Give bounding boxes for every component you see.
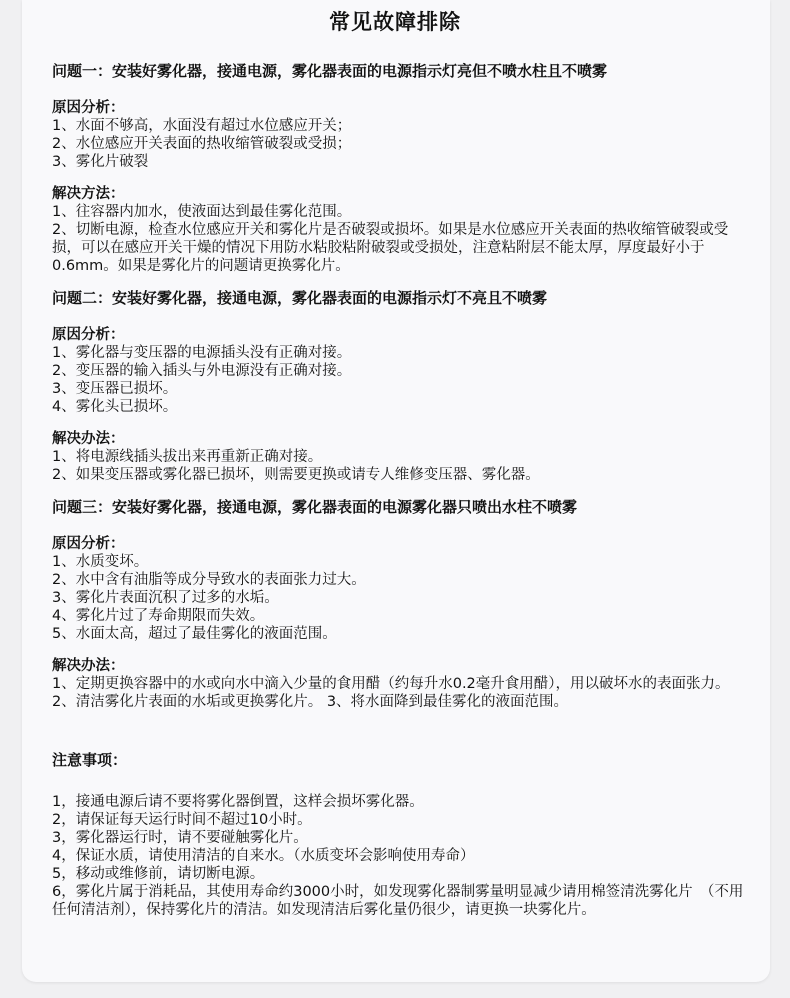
problem-2-cause: 2、变压器的输入插头与外电源没有正确对接。 <box>52 363 352 379</box>
problem-2-cause: 3、变压器已损坏。 <box>52 381 178 397</box>
problem-2-cause-label: 原因分析： <box>52 327 125 343</box>
note-item: 1，接通电源后请不要将雾化器倒置，这样会损坏雾化器。 <box>52 794 424 810</box>
problem-2-solution-label: 解决办法： <box>52 431 125 447</box>
note-item: 6，雾化片属于消耗品，其使用寿命约3000小时，如发现雾化器制雾量明显减少请用棉签清洗雾化片 （不用任何清洁剂），保持雾化片的清洁。如发现清洁后雾化量仍很少，请更换一块雾化片。 <box>52 884 744 918</box>
problem-1-solution: 2、切断电源，检查水位感应开关和雾化片是否破裂或损坏。如果是水位感应开关表面的热收缩管破裂或受损，可以在感应开关干燥的情况下用防水粘胶粘附破裂或受损处，注意粘附层不能太厚，厚度最好小于0.6mm。如果是雾化片的问题请更换雾化片。 <box>52 222 729 274</box>
problem-3-solution-label: 解决办法： <box>52 658 125 674</box>
page-title: 常见故障排除 <box>329 10 461 34</box>
note-item: 3，雾化器运行时，请不要碰触雾化片。 <box>52 830 308 846</box>
problem-1-cause: 3、雾化片破裂 <box>52 154 149 170</box>
problem-3-cause: 3、雾化片表面沉积了过多的水垢。 <box>52 590 279 606</box>
problem-3-title: 问题三：安装好雾化器，接通电源，雾化器表面的电源雾化器只喷出水柱不喷雾 <box>52 498 578 516</box>
problem-1-title: 问题一：安装好雾化器，接通电源，雾化器表面的电源指示灯亮但不喷水柱且不喷雾 <box>52 62 608 80</box>
problem-1-solution: 1、往容器内加水，使液面达到最佳雾化范围。 <box>52 204 352 220</box>
problem-1-solution-label: 解决方法： <box>52 186 125 202</box>
document-content <box>52 60 747 919</box>
problem-2-solution: 1、将电源线插头拔出来再重新正确对接。 <box>52 449 323 465</box>
note-item: 5，移动或维修前，请切断电源。 <box>52 866 265 882</box>
problem-2-cause: 4、雾化头已损坏。 <box>52 399 178 415</box>
problem-3-section <box>52 496 747 711</box>
note-item: 2，请保证每天运行时间不超过10小时。 <box>52 812 312 828</box>
problem-3-cause-label: 原因分析： <box>52 536 125 552</box>
problem-2-solution: 2、如果变压器或雾化器已损坏，则需要更换或请专人维修变压器、雾化器。 <box>52 467 540 483</box>
problem-2-title: 问题二：安装好雾化器，接通电源，雾化器表面的电源指示灯不亮且不喷雾 <box>52 289 548 307</box>
problem-3-solution: 1、定期更换容器中的水或向水中滴入少量的食用醋（约每升水0.2毫升食用醋），用以破坏水的表面张力。 2、清洁雾化片表面的水垢或更换雾化片。 3、将水面降到最佳雾化的液面范围。 <box>52 676 730 710</box>
problem-3-cause: 5、水面太高，超过了最佳雾化的液面范围。 <box>52 626 337 642</box>
problem-3-cause: 1、水质变坏。 <box>52 554 149 570</box>
problem-1-cause: 1、水面不够高，水面没有超过水位感应开关； <box>52 118 352 134</box>
problem-1-cause-label: 原因分析： <box>52 100 125 116</box>
problem-1-section <box>52 60 747 275</box>
problem-1-cause: 2、水位感应开关表面的热收缩管破裂或受损； <box>52 136 352 152</box>
problem-2-section <box>52 287 747 484</box>
notes-title: 注意事项： <box>52 751 128 769</box>
problem-2-cause: 1、雾化器与变压器的电源插头没有正确对接。 <box>52 345 352 361</box>
problem-3-cause: 2、水中含有油脂等成分导致水的表面张力过大。 <box>52 572 366 588</box>
notes-section <box>52 749 747 919</box>
problem-3-cause: 4、雾化片过了寿命期限而失效。 <box>52 608 265 624</box>
note-item: 4，保证水质，请使用清洁的自来水。（水质变坏会影响使用寿命） <box>52 848 475 864</box>
